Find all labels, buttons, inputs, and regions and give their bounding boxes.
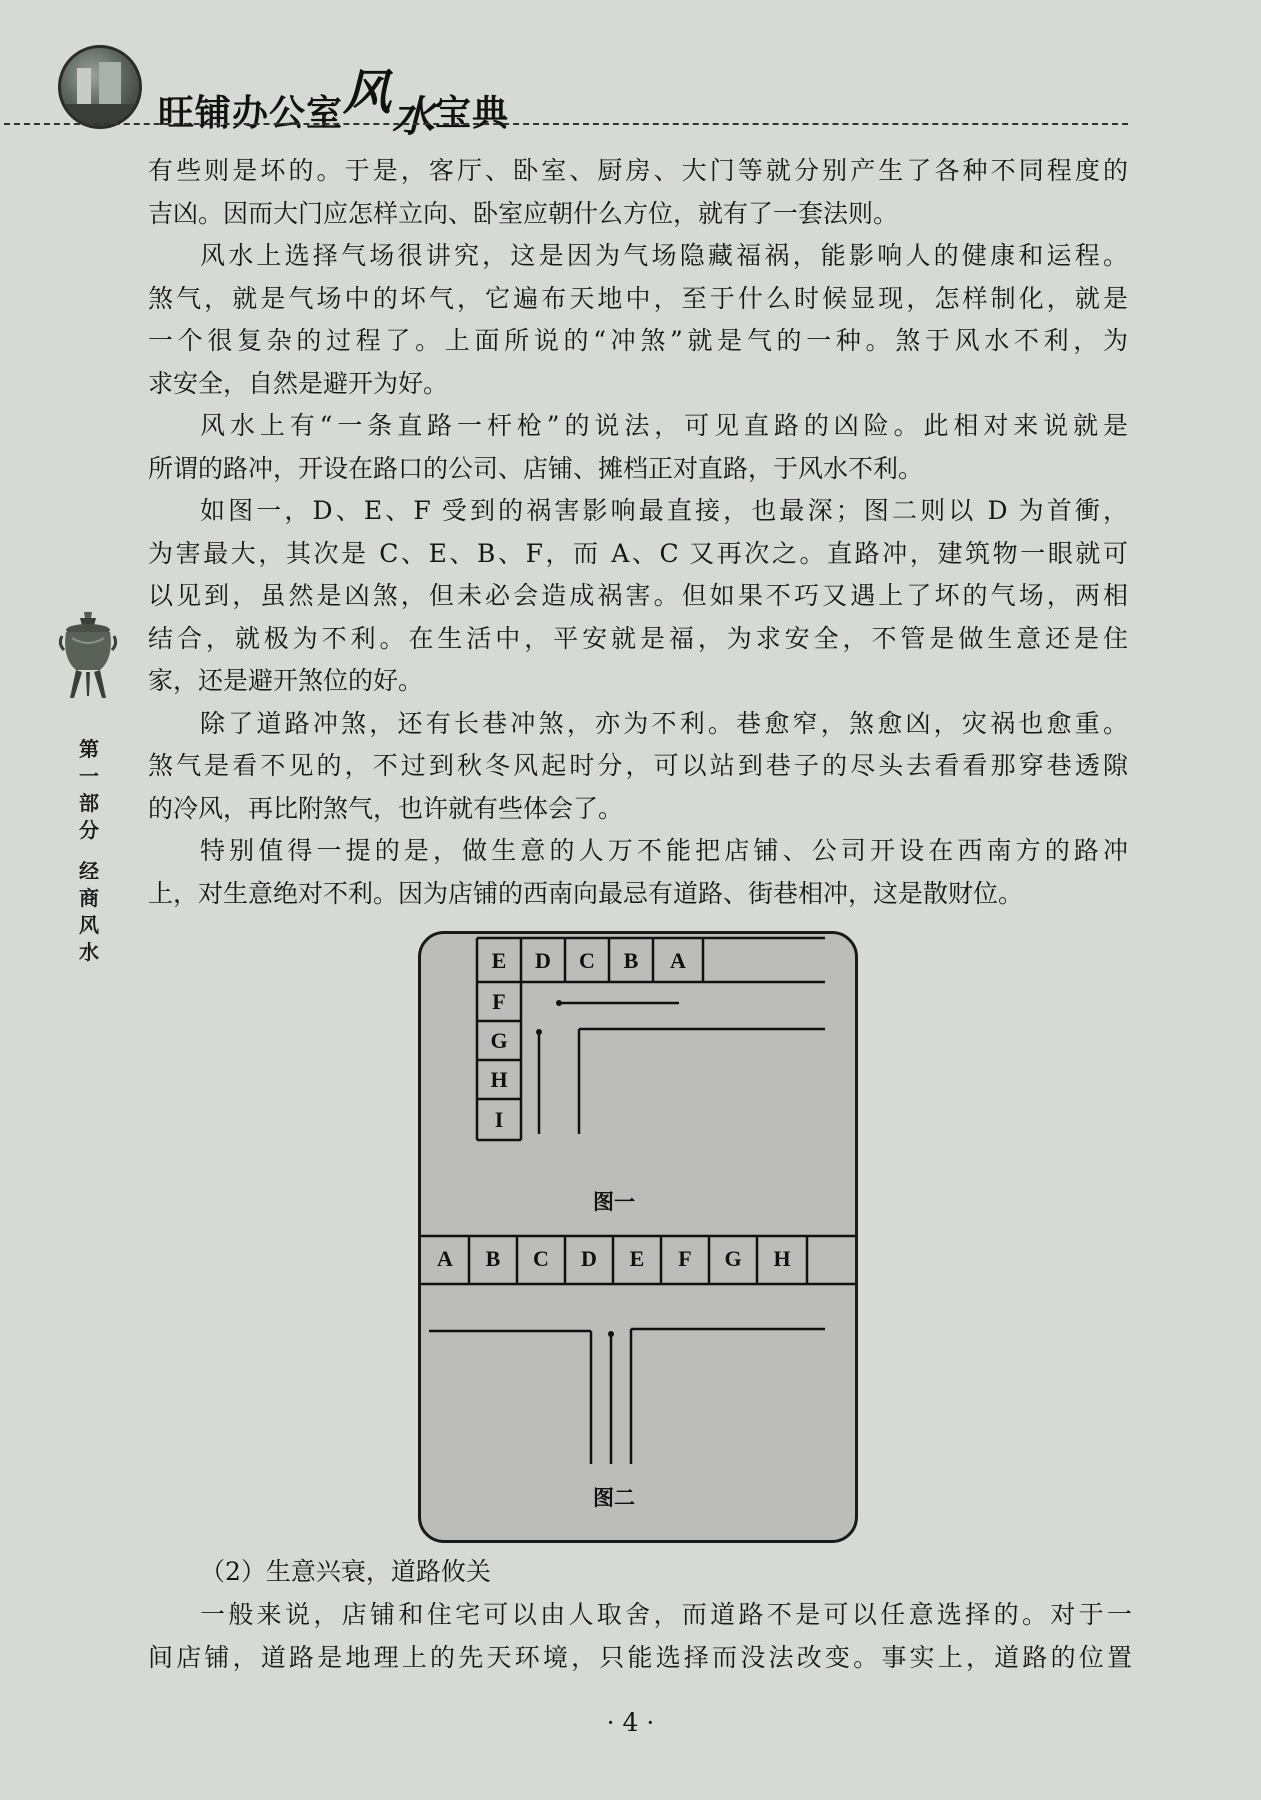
paragraph-3	[148, 405, 1128, 490]
sidebar-char: 分	[79, 818, 99, 842]
road-diagram-lines	[421, 934, 855, 1540]
section-text	[148, 1550, 1132, 1679]
text-line: 一般来说，店铺和住宅可以由人取舍，而道路不是可以任意选择的。对于一	[200, 1600, 1132, 1629]
book-title-part1: 旺铺办公室	[158, 93, 344, 134]
text-line: 的冷风，再比附煞气，也许就有些体会了。	[148, 793, 624, 823]
sidebar-char: 水	[79, 940, 99, 964]
fig2-shop-c: C	[533, 1246, 549, 1271]
text-line: 结合，就极为不利。在生活中，平安就是福，为求安全，不管是做生意还是住	[148, 623, 1128, 653]
fig1-shop-i: I	[494, 1107, 504, 1132]
sidebar-char: 风	[79, 913, 99, 937]
fig1-shop-b: B	[623, 948, 639, 973]
book-title	[158, 65, 510, 141]
text-line: 为害最大，其次是 C、E、B、F，而 A、C 又再次之。直路冲，建筑物一眼就可	[148, 538, 1128, 568]
header-logo-photo	[58, 45, 142, 129]
incense-burner-icon	[58, 608, 118, 708]
road-diagram-figure	[418, 931, 858, 1543]
page-number: · 4 ·	[606, 1708, 655, 1737]
text-line: 如图一，D、E、F 受到的祸害影响最直接，也最深；图二则以 D 为首衝，	[200, 496, 1128, 525]
section-heading: （2）生意兴衰，道路攸关	[200, 1557, 491, 1586]
text-line: 一个很复杂的过程了。上面所说的“冲煞”就是气的一种。煞于风水不利，为	[148, 326, 1128, 355]
text-line: 求安全，自然是避开为好。	[148, 368, 449, 398]
text-line: 上，对生意绝对不利。因为店铺的西南向最忌有道路、街巷相冲，这是散财位。	[148, 878, 1024, 908]
text-line: 特别值得一提的是，做生意的人万不能把店铺、公司开设在西南方的路冲	[200, 836, 1128, 865]
sidebar-char: 一	[79, 764, 99, 788]
fig2-shop-b: B	[485, 1246, 501, 1271]
text-line: 有些则是坏的。于是，客厅、卧室、厨房、大门等就分别产生了各种不同程度的	[148, 156, 1128, 185]
text-line: 煞气，就是气场中的坏气，它遍布天地中，至于什么时候显现，怎样制化，就是	[148, 283, 1128, 313]
sidebar-char: 部	[79, 791, 99, 815]
paragraph-6	[148, 830, 1128, 915]
fig2-shop-g: G	[724, 1246, 742, 1271]
text-line: 家，还是避开煞位的好。	[148, 666, 424, 695]
paragraph-4	[148, 490, 1128, 703]
paragraph-5	[148, 703, 1128, 831]
sidebar-char: 第	[79, 737, 99, 761]
fig2-shop-e: E	[629, 1246, 645, 1271]
fig1-shop-e: E	[491, 948, 507, 973]
text-line: 以见到，虽然是凶煞，但未必会造成祸害。但如果不巧又遇上了坏的气场，两相	[148, 581, 1128, 610]
text-line: 除了道路冲煞，还有长巷冲煞，亦为不利。巷愈窄，煞愈凶，灾祸也愈重。	[200, 708, 1128, 738]
fig2-shop-d: D	[581, 1246, 597, 1271]
header-dashed-rule	[4, 123, 1128, 125]
fig1-shop-d: D	[535, 948, 551, 973]
fig1-shop-h: H	[490, 1067, 508, 1092]
paragraph-2	[148, 235, 1128, 405]
text-line: 吉凶。因而大门应怎样立向、卧室应朝什么方位，就有了一套法则。	[148, 198, 899, 228]
fig1-shop-f: F	[492, 989, 506, 1014]
sidebar-char: 经	[79, 859, 99, 883]
fig2-shop-f: F	[678, 1246, 692, 1271]
text-line: 所谓的路冲，开设在路口的公司、店铺、摊档正对直路，于风水不利。	[148, 453, 924, 483]
book-title-shui: 水	[392, 92, 436, 141]
page-header	[0, 0, 1261, 141]
text-line: 煞气是看不见的，不过到秋冬风起时分，可以站到巷子的尽头去看看那穿巷透隙	[148, 751, 1128, 780]
fig1-caption: 图一	[593, 1190, 635, 1214]
sidebar-char: 商	[79, 886, 99, 910]
book-title-part2: 宝典	[435, 93, 510, 134]
text-line: 间店铺，道路是地理上的先天环境，只能选择而没法改变。事实上，道路的位置	[148, 1643, 1132, 1672]
sidebar-section-label	[74, 736, 104, 966]
fig1-shop-g: G	[490, 1028, 508, 1053]
body-text	[148, 150, 1128, 915]
text-line: 风水上有“一条直路一杆枪”的说法，可见直路的凶险。此相对来说就是	[200, 411, 1128, 440]
fig2-shop-h: H	[773, 1246, 791, 1271]
text-line: 风水上选择气场很讲究，这是因为气场隐藏福祸，能影响人的健康和运程。	[200, 241, 1128, 270]
paragraph-1	[148, 150, 1128, 235]
book-title-feng: 风	[343, 65, 393, 121]
fig1-shop-c: C	[579, 948, 595, 973]
fig1-shop-a: A	[670, 948, 686, 973]
fig2-caption: 图二	[593, 1486, 635, 1510]
fig2-shop-a: A	[437, 1246, 453, 1271]
